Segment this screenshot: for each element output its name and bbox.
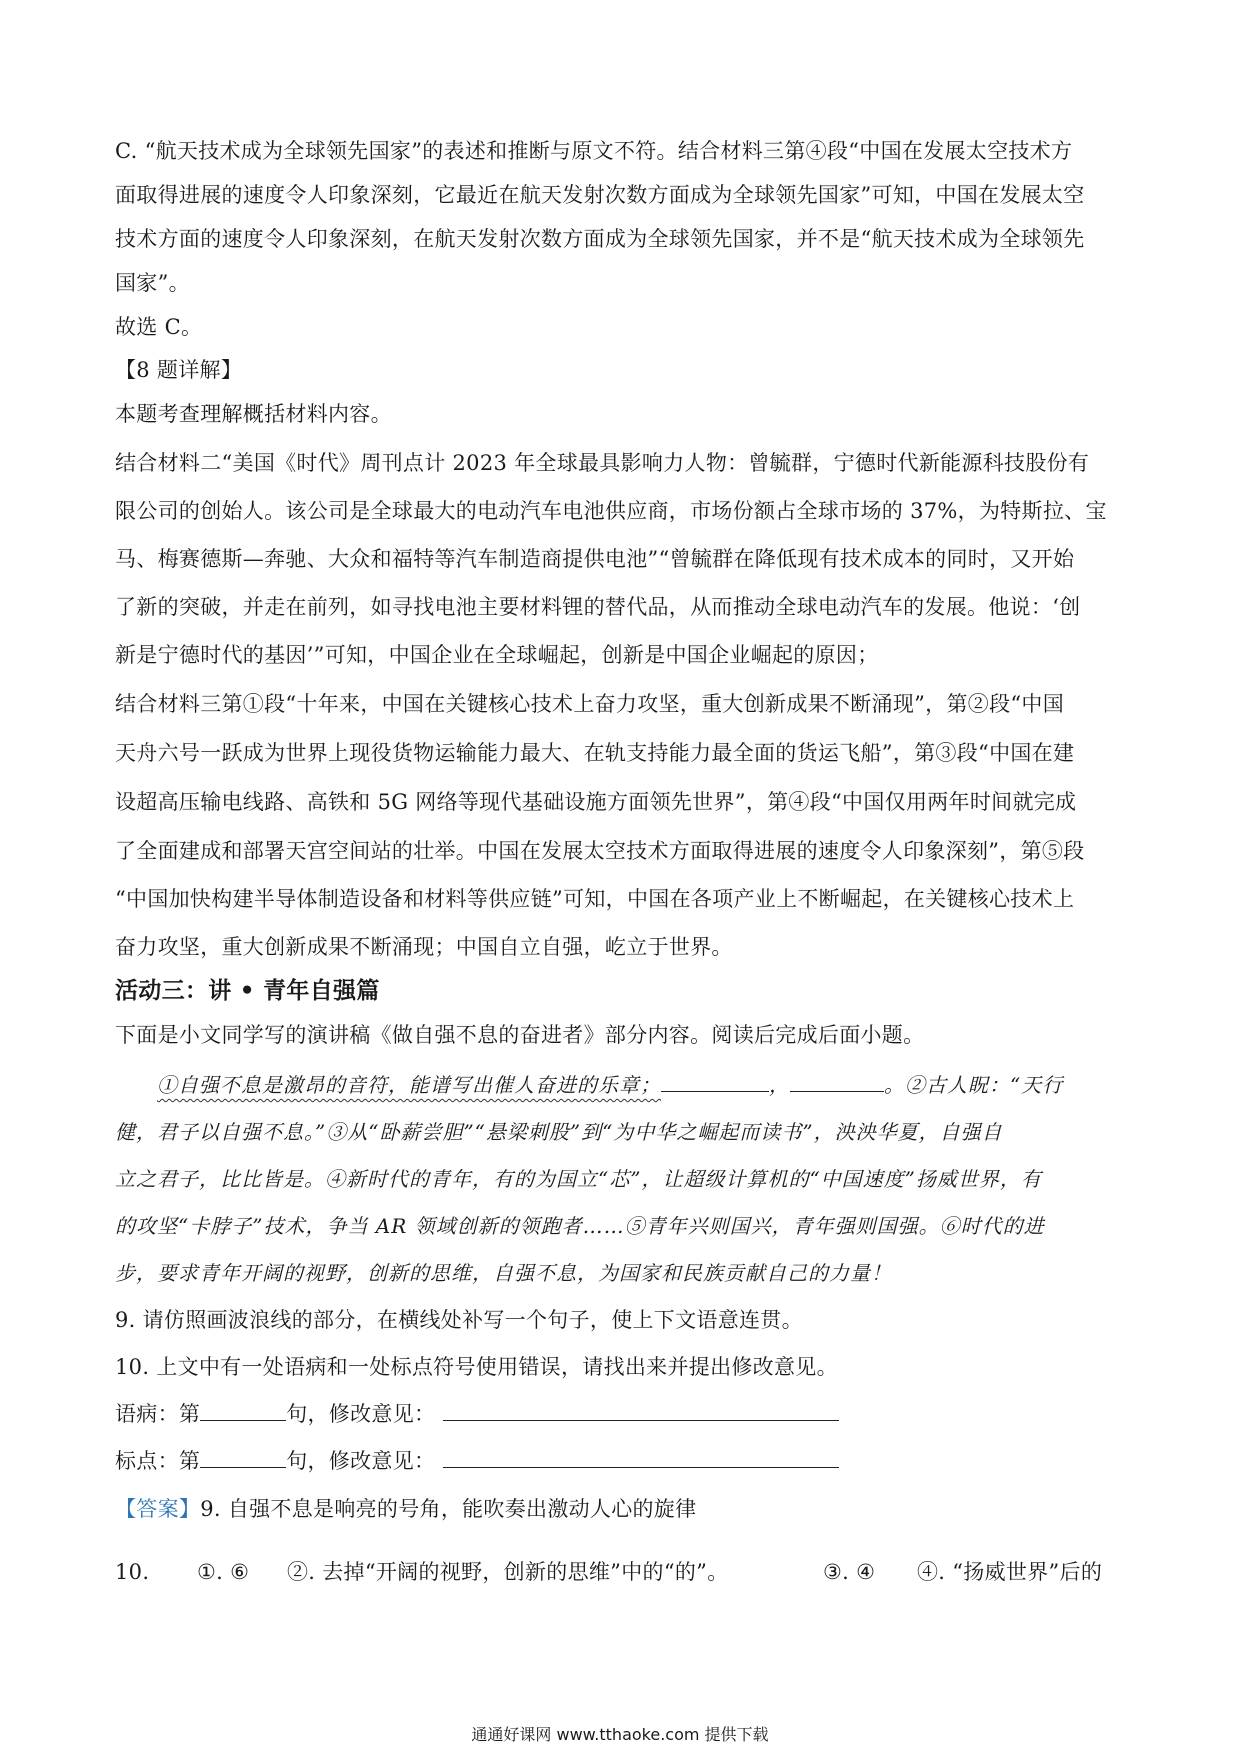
answer-10-part-3: ③. ④ [823,1560,876,1584]
fill-blank-2[interactable] [790,1071,884,1092]
text-line: 天舟六号一跃成为世界上现役货物运输能力最大、在轨支持能力最全面的货运飞船”，第③段“中国在建 [115,741,1075,765]
answer-10-part-1: ①. ⑥ [197,1560,250,1584]
grammar-sentence-blank[interactable] [200,1400,286,1421]
text-line: C. “航天技术成为全球领先国家”的表述和推断与原文不符。结合材料三第④段“中国在发展太空技术方 [115,139,1073,163]
question-10: 10. 上文中有一处语病和一处标点符号使用错误，请找出来并提出修改意见。 [115,1355,838,1379]
text-line: 面取得进展的速度令人印象深刻，它最近在航天发射次数方面成为全球领先国家”可知，中国在发展太空 [115,183,1085,207]
text-line: 了全面建成和部署天宫空间站的壮举。中国在发展太空技术方面取得进展的速度令人印象深刻”，第⑤段 [115,839,1085,863]
speech-line-4: 的攻坚“卡脖子”技术，争当 AR 领域创新的领跑者……⑤青年兴则国兴，青年强则国强。⑥时代的进 [115,1214,1045,1238]
fill-grammar-row: 语病：第 句，修改意见： [115,1400,839,1428]
answer-10-part-2: ②. 去掉“开阔的视野，创新的思维”中的“的”。 [287,1560,729,1584]
page-footer: 通通好课网 www.tthaoke.com 提供下载 [471,1725,769,1744]
text-line: 新是宁德时代的基因’”可知，中国企业在全球崛起，创新是中国企业崛起的原因； [115,643,879,667]
text-line: 奋力攻坚，重大创新成果不断涌现；中国自立自强，屹立于世界。 [115,935,733,959]
speech-line-3: 立之君子，比比皆是。④新时代的青年，有的为国立“芯”，让超级计算机的“中国速度”扬威世界，有 [115,1167,1042,1191]
text-line: “中国加快构建半导体制造设备和材料等供应链”可知，中国在各项产业上不断崛起，在关键核心技术上 [115,887,1075,911]
text-line: 马、梅赛德斯—奔驰、大众和福特等汽车制造商提供电池”“曾毓群在降低现有技术成本的同时，又开始 [115,547,1075,571]
answer-line: 【答案】9. 自强不息是响亮的号角，能吹奏出激动人心的旋律 [115,1497,697,1521]
answer-10-num: 10. [115,1560,150,1584]
answer-tag: 【答案】 [115,1497,201,1521]
answer-10-part-4: ④. “扬威世界”后的 [917,1560,1103,1584]
wavy-underlined-sentence: ①自强不息是激昂的音符，能谱写出催人奋进的乐章； [157,1073,661,1097]
text-line: 设超高压输电线路、高铁和 5G 网络等现代基础设施方面领先世界”，第④段“中国仅用两年时间就完成 [115,790,1077,814]
text-line: 了新的突破，并走在前列，如寻找电池主要材料锂的替代品，从而推动全球电动汽车的发展。他说：‘创 [115,595,1081,619]
text-line: 技术方面的速度令人印象深刻，在航天发射次数方面成为全球领先国家，并不是“航天技术成为全球领先 [115,227,1085,251]
punct-advice-blank[interactable] [443,1447,839,1468]
text-line: 本题考查理解概括材料内容。 [115,402,392,426]
speech-line-1: ①自强不息是激昂的音符，能谱写出催人奋进的乐章； ， 。②古人眖：“天行 [157,1073,1064,1097]
punct-sentence-blank[interactable] [200,1447,286,1468]
text-line: 结合材料三第①段“十年来，中国在关键核心技术上奋力攻坚，重大创新成果不断涌现”，第②段“中国 [115,692,1065,716]
text-line: 结合材料二“美国《时代》周刊点计 2023 年全球最具影响力人物：曾毓群，宁德时代新能源科技股份有 [115,451,1090,475]
intro-text: 下面是小文同学写的演讲稿《做自强不息的奋进者》部分内容。阅读后完成后面小题。 [115,1023,925,1047]
text-line: 国家”。 [115,271,190,295]
section-heading: 活动三：讲 • 青年自强篇 [115,978,380,1004]
text-line: 限公司的创始人。该公司是全球最大的电动汽车电池供应商，市场份额占全球市场的 37%，为特斯拉、宝 [115,499,1107,523]
speech-line-5: 步，要求青年开阔的视野，创新的思维，自强不息，为国家和民族贡献自己的力量！ [115,1261,892,1285]
fill-punct-row: 标点：第 句，修改意见： [115,1447,839,1475]
text-line: 故选 C。 [115,315,203,339]
fill-blank-1[interactable] [661,1071,769,1092]
speech-line-2: 健，君子以自强不息。”③从“卧薪尝胆”“悬梁刺股”到“为中华之崛起而读书”，泱泱华夏，自强自 [115,1120,1003,1144]
subsection-heading: 【8 题详解】 [115,358,243,382]
grammar-advice-blank[interactable] [443,1400,839,1421]
question-9: 9. 请仿照画波浪线的部分，在横线处补写一个句子，使上下文语意连贯。 [115,1308,803,1332]
